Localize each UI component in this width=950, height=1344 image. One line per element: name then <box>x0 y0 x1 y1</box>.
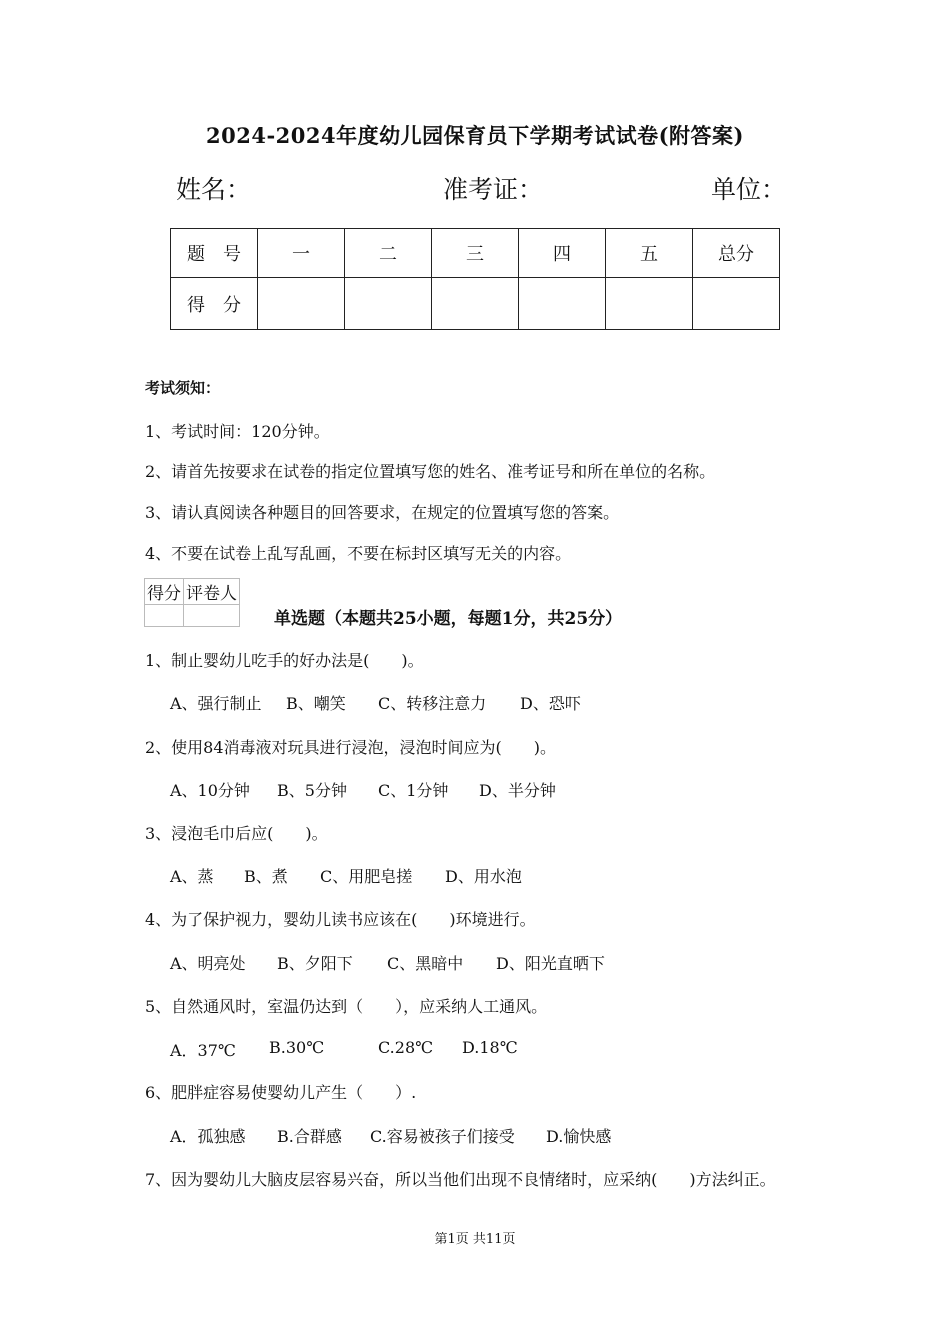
score-table-header-cell: 题 号 <box>171 229 258 278</box>
page-footer: 第1页 共11页 <box>434 1232 516 1247</box>
score-cell[interactable] <box>693 278 780 330</box>
question-text: 1、制止婴幼儿吃手的好办法是( )。 <box>145 651 424 670</box>
grader-box <box>144 578 240 627</box>
score-table-score-row <box>171 278 780 330</box>
option: D、半分钟 <box>479 781 556 800</box>
grader-box-grader-label: 评卷人 <box>184 579 240 605</box>
unit-field-label: 单位： <box>711 175 787 204</box>
option: B.30℃ <box>269 1038 325 1057</box>
option: A、10分钟 <box>170 781 250 800</box>
section-title: 单选题（本题共25小题，每题1分，共25分） <box>274 609 623 629</box>
option: B、煮 <box>244 867 288 886</box>
grader-box-grader-cell[interactable] <box>184 605 240 627</box>
score-table-header-cell: 四 <box>519 229 606 278</box>
score-table-header-cell: 三 <box>432 229 519 278</box>
grader-box-score-cell[interactable] <box>145 605 184 627</box>
option: C、1分钟 <box>378 781 449 800</box>
option: A、明亮处 <box>170 954 246 973</box>
option: A、强行制止 <box>170 694 262 713</box>
option: A、蒸 <box>170 867 214 886</box>
option: D.愉快感 <box>546 1127 612 1146</box>
score-cell[interactable] <box>345 278 432 330</box>
option: D.18℃ <box>462 1038 518 1057</box>
option: A．37℃ <box>170 1041 236 1060</box>
score-cell[interactable] <box>432 278 519 330</box>
option: B、5分钟 <box>277 781 347 800</box>
page-title: 2024-2024年度幼儿园保育员下学期考试试卷(附答案) <box>206 123 744 148</box>
grader-box-score-label: 得分 <box>145 579 184 605</box>
question-text: 2、使用84消毒液对玩具进行浸泡，浸泡时间应为( )。 <box>145 738 557 757</box>
option: B.合群感 <box>277 1127 342 1146</box>
score-table-header-cell: 总分 <box>693 229 780 278</box>
notice-item: 3、请认真阅读各种题目的回答要求，在规定的位置填写您的答案。 <box>145 503 620 522</box>
score-cell[interactable] <box>519 278 606 330</box>
question-text: 3、浸泡毛巾后应( )。 <box>145 824 328 843</box>
score-table-header-cell: 一 <box>258 229 345 278</box>
score-table-header-cell: 二 <box>345 229 432 278</box>
option: A．孤独感 <box>170 1127 246 1146</box>
notice-item: 1、考试时间：120分钟。 <box>145 422 330 441</box>
option: C、用肥皂搓 <box>320 867 413 886</box>
notice-heading: 考试须知： <box>145 379 221 397</box>
option: C.容易被孩子们接受 <box>370 1127 515 1146</box>
question-text: 6、肥胖症容易使婴幼儿产生（ ）. <box>145 1083 417 1102</box>
option: B、嘲笑 <box>286 694 346 713</box>
notice-item: 2、请首先按要求在试卷的指定位置填写您的姓名、准考证号和所在单位的名称。 <box>145 462 716 481</box>
score-table-header-cell: 五 <box>606 229 693 278</box>
option: C、转移注意力 <box>378 694 487 713</box>
score-table <box>170 228 780 330</box>
score-table-header-row <box>171 229 780 278</box>
score-cell[interactable] <box>606 278 693 330</box>
question-text: 7、因为婴幼儿大脑皮层容易兴奋，所以当他们出现不良情绪时，应采纳( )方法纠正。 <box>145 1170 776 1189</box>
notice-item: 4、不要在试卷上乱写乱画，不要在标封区填写无关的内容。 <box>145 544 572 563</box>
question-text: 5、自然通风时，室温仍达到（ ），应采纳人工通风。 <box>145 997 548 1016</box>
option: B、夕阳下 <box>277 954 353 973</box>
question-text: 4、为了保护视力，婴幼儿读书应该在( )环境进行。 <box>145 910 536 929</box>
option: D、恐吓 <box>520 694 581 713</box>
option: D、阳光直晒下 <box>496 954 605 973</box>
score-cell[interactable] <box>258 278 345 330</box>
option: D、用水泡 <box>445 867 522 886</box>
score-table-row-label: 得 分 <box>171 278 258 330</box>
exam-number-field-label: 准考证： <box>443 175 544 204</box>
option: C.28℃ <box>378 1038 434 1057</box>
name-field-label: 姓名： <box>176 175 252 204</box>
option: C、黑暗中 <box>387 954 464 973</box>
